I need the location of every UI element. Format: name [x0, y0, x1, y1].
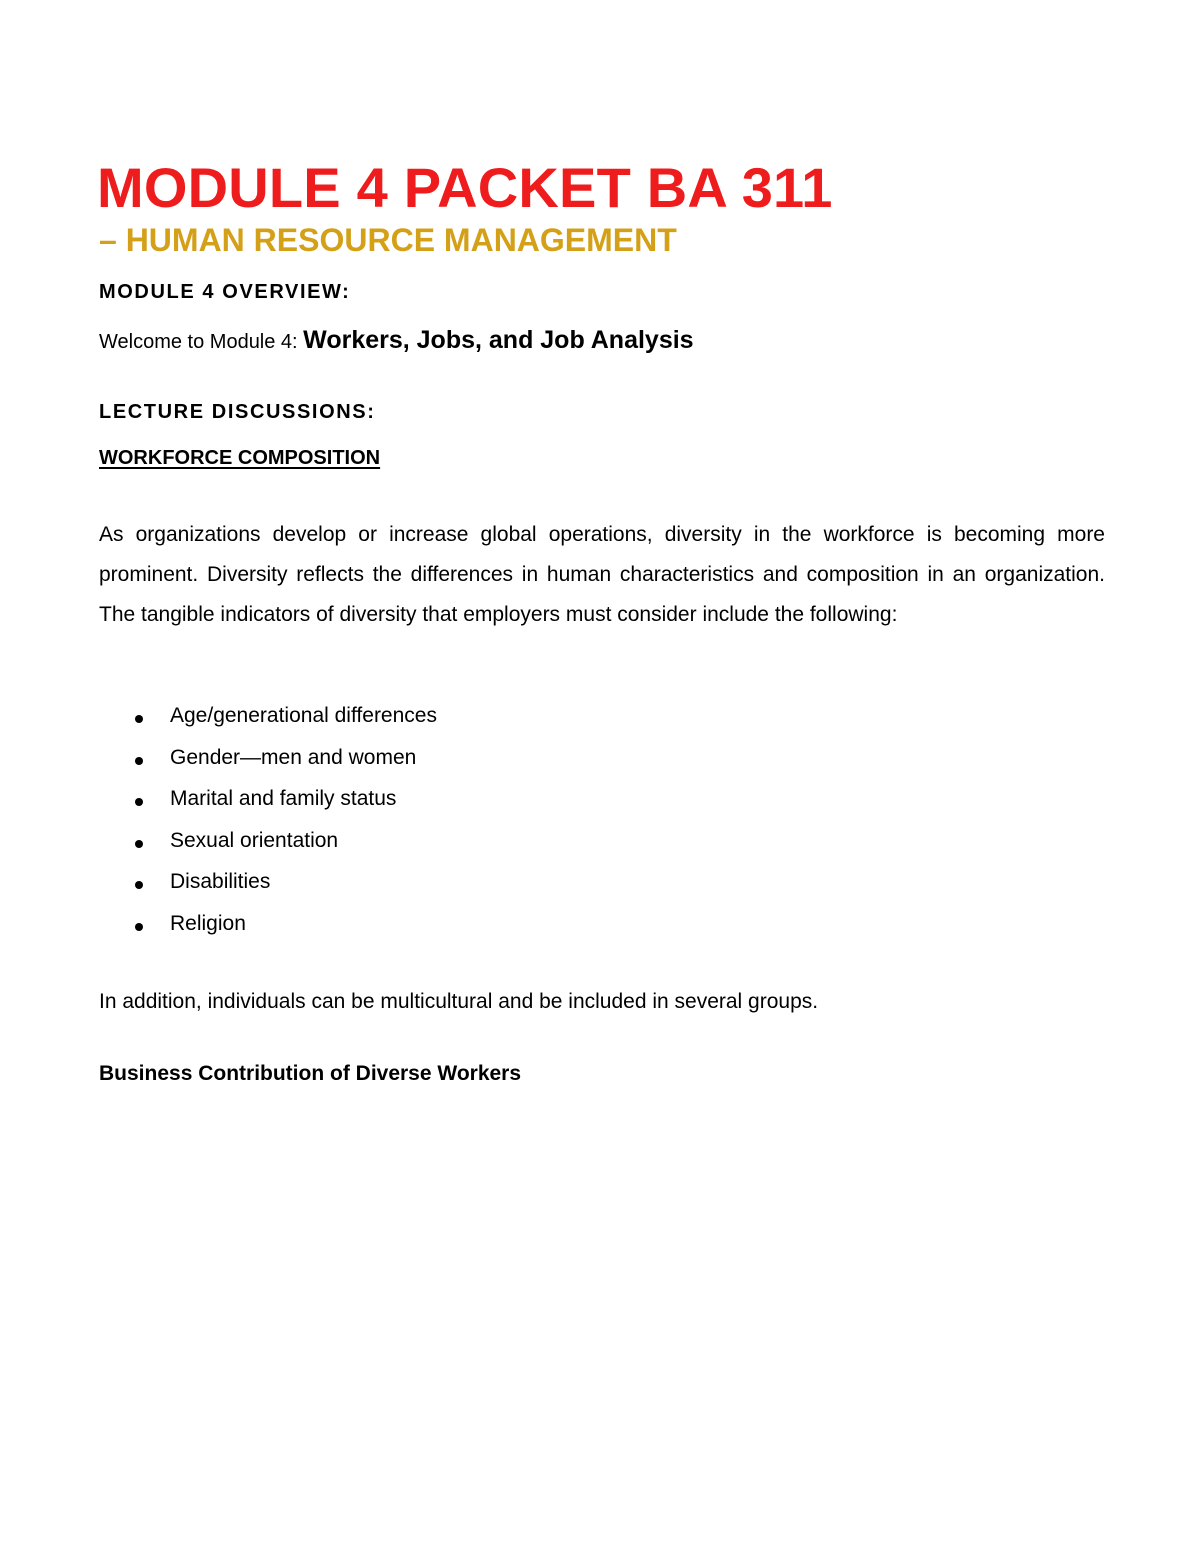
- list-item: [99, 870, 437, 912]
- welcome-line: [99, 326, 694, 355]
- list-item-text: Sexual orientation: [170, 828, 339, 852]
- overview-heading: MODULE 4 OVERVIEW:: [99, 281, 351, 303]
- bullet-icon: [135, 923, 143, 931]
- bullet-icon: [135, 798, 143, 806]
- list-item-text: Age/generational differences: [170, 704, 437, 727]
- list-item: [99, 912, 437, 954]
- diversity-indicators-list: [99, 704, 437, 953]
- list-item: [99, 704, 437, 746]
- list-item-text: Marital and family status: [170, 787, 397, 810]
- document-subtitle: – HUMAN RESOURCE MANAGEMENT: [99, 222, 677, 258]
- document-title: MODULE 4 PACKET BA 311: [97, 156, 833, 219]
- diversity-paragraph: As organizations develop or increase global operations, diversity in the workforce is becoming more prominent. Diversity reflects the differences in human characteristics and composition in an organization. The tangible indicators of diversity that employers must consider include the following:: [99, 523, 1105, 626]
- bullet-icon: [135, 881, 143, 889]
- bullet-icon: [135, 840, 143, 848]
- module-name: Workers, Jobs, and Job Analysis: [303, 326, 694, 354]
- list-item: [99, 787, 437, 829]
- list-item-text: Religion: [170, 911, 246, 935]
- bullet-icon: [135, 715, 143, 723]
- welcome-prefix: Welcome to Module 4:: [99, 331, 304, 353]
- workforce-heading: WORKFORCE COMPOSITION: [99, 447, 381, 469]
- business-contribution-heading: Business Contribution of Diverse Workers: [99, 1062, 522, 1085]
- list-item-text: Gender—men and women: [170, 745, 417, 769]
- lecture-heading: LECTURE DISCUSSIONS:: [99, 401, 376, 423]
- list-item: [99, 746, 437, 788]
- bullet-icon: [135, 757, 143, 765]
- list-item-text: Disabilities: [170, 870, 271, 893]
- list-item: [99, 829, 437, 871]
- addition-sentence: In addition, individuals can be multicultural and be included in several groups.: [99, 990, 819, 1013]
